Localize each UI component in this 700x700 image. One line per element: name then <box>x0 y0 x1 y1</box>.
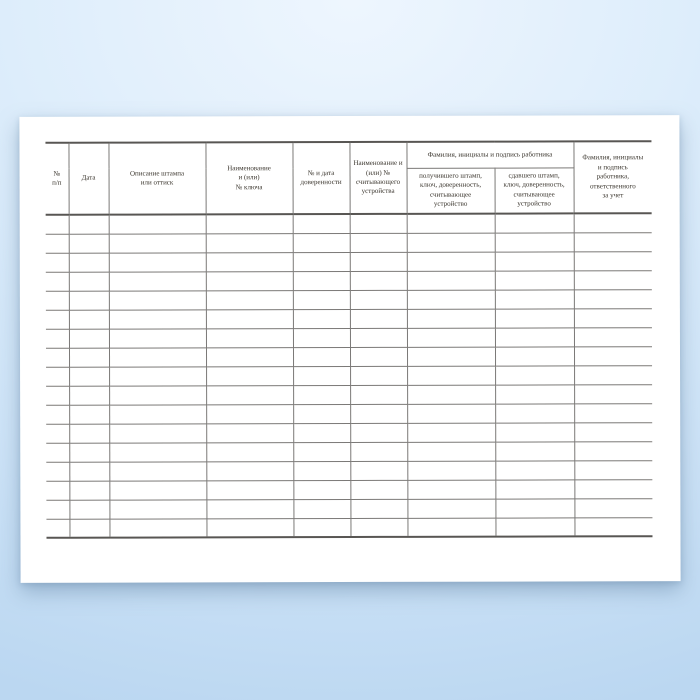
empty-cell <box>69 348 109 367</box>
empty-cell <box>407 252 495 271</box>
empty-cell <box>293 290 350 309</box>
empty-cell <box>46 310 69 329</box>
empty-cell <box>69 481 109 500</box>
empty-cell <box>206 271 293 290</box>
empty-cell <box>206 366 293 385</box>
empty-cell <box>109 404 206 423</box>
empty-cell <box>495 460 574 479</box>
table-row <box>46 251 652 272</box>
empty-cell <box>206 518 293 537</box>
table-row <box>46 327 652 348</box>
empty-cell <box>407 309 495 328</box>
table-row <box>46 384 652 405</box>
empty-cell <box>495 289 574 308</box>
empty-cell <box>109 214 206 233</box>
empty-cell <box>495 270 574 289</box>
table-row <box>46 346 652 367</box>
empty-cell <box>69 367 109 386</box>
empty-cell <box>69 272 109 291</box>
table-row <box>46 308 652 329</box>
empty-cell <box>574 403 652 422</box>
empty-cell <box>69 234 109 253</box>
empty-cell <box>407 423 495 442</box>
empty-cell <box>350 404 407 423</box>
col-header-reader-device: Наименование и (или) № считывающего устройства <box>349 142 406 214</box>
empty-cell <box>407 480 495 499</box>
empty-cell <box>407 214 495 233</box>
empty-cell <box>495 403 574 422</box>
empty-cell <box>206 328 293 347</box>
empty-cell <box>109 309 206 328</box>
empty-cell <box>46 481 69 500</box>
empty-cell <box>293 309 350 328</box>
empty-cell <box>69 310 109 329</box>
empty-cell <box>495 346 574 365</box>
empty-cell <box>293 347 350 366</box>
col-header-key-name: Наименование и (или) № ключа <box>205 142 292 214</box>
col-header-responsible-employee: Фамилия, инициалы и подпись работника, ответственного за учет <box>573 141 651 213</box>
empty-cell <box>350 233 407 252</box>
empty-cell <box>206 499 293 518</box>
empty-cell <box>407 328 495 347</box>
empty-cell <box>69 424 109 443</box>
empty-cell <box>350 461 407 480</box>
empty-cell <box>206 347 293 366</box>
empty-cell <box>574 365 652 384</box>
empty-cell <box>350 385 407 404</box>
table-row <box>46 479 652 500</box>
table-header <box>45 141 651 215</box>
empty-cell <box>109 347 206 366</box>
empty-cell <box>574 308 652 327</box>
empty-cell <box>574 251 652 270</box>
empty-cell <box>109 252 206 271</box>
empty-cell <box>495 422 574 441</box>
empty-cell <box>109 423 206 442</box>
empty-cell <box>206 423 293 442</box>
empty-cell <box>293 366 350 385</box>
empty-cell <box>69 462 109 481</box>
empty-cell <box>495 365 574 384</box>
empty-cell <box>46 367 69 386</box>
empty-cell <box>350 499 407 518</box>
empty-cell <box>495 384 574 403</box>
empty-cell <box>206 214 293 233</box>
empty-cell <box>495 517 574 536</box>
empty-cell <box>293 404 350 423</box>
col-header-employee-received: получившего штамп, ключ, доверенность, считывающее устройство <box>407 168 495 214</box>
empty-cell <box>350 347 407 366</box>
empty-cell <box>46 462 69 481</box>
journal-table <box>45 140 652 539</box>
empty-cell <box>293 442 350 461</box>
empty-cell <box>109 328 206 347</box>
empty-cell <box>293 480 350 499</box>
empty-cell <box>407 385 495 404</box>
col-header-employee-returned: сдавшего штамп, ключ, доверенность, считывающее устройство <box>495 167 574 213</box>
empty-cell <box>109 442 206 461</box>
empty-cell <box>206 252 293 271</box>
empty-cell <box>407 404 495 423</box>
table-row <box>46 441 652 462</box>
empty-cell <box>495 327 574 346</box>
empty-cell <box>46 386 69 405</box>
empty-cell <box>350 366 407 385</box>
empty-cell <box>46 215 69 234</box>
empty-cell <box>495 232 574 251</box>
empty-cell <box>293 233 350 252</box>
table-row <box>46 365 652 386</box>
empty-cell <box>350 252 407 271</box>
empty-cell <box>350 214 407 233</box>
col-header-poa-number-date: № и дата доверенности <box>292 142 349 214</box>
empty-cell <box>574 289 652 308</box>
empty-cell <box>69 386 109 405</box>
empty-cell <box>109 233 206 252</box>
empty-cell <box>206 404 293 423</box>
empty-cell <box>350 290 407 309</box>
empty-cell <box>206 480 293 499</box>
empty-cell <box>206 442 293 461</box>
empty-cell <box>46 348 69 367</box>
empty-cell <box>293 499 350 518</box>
empty-cell <box>574 517 652 536</box>
empty-cell <box>350 480 407 499</box>
empty-cell <box>407 290 495 309</box>
empty-cell <box>407 499 495 518</box>
empty-cell <box>109 518 206 537</box>
table-row <box>46 460 652 481</box>
empty-cell <box>293 518 350 537</box>
empty-cell <box>495 213 574 232</box>
empty-cell <box>407 233 495 252</box>
empty-cell <box>109 499 206 518</box>
table-row <box>46 289 652 310</box>
col-header-date: Дата <box>68 143 108 215</box>
empty-cell <box>574 460 652 479</box>
empty-cell <box>206 385 293 404</box>
empty-cell <box>46 519 69 538</box>
empty-cell <box>293 214 350 233</box>
empty-cell <box>46 234 69 253</box>
col-group-header-employee-name-signature: Фамилия, инициалы и подпись работника <box>406 141 573 167</box>
empty-cell <box>495 498 574 517</box>
table-row <box>46 403 652 424</box>
empty-cell <box>69 291 109 310</box>
empty-cell <box>109 366 206 385</box>
empty-cell <box>574 422 652 441</box>
empty-cell <box>407 518 495 537</box>
empty-cell <box>46 329 69 348</box>
empty-cell <box>574 270 652 289</box>
empty-cell <box>574 479 652 498</box>
empty-cell <box>109 290 206 309</box>
empty-cell <box>407 461 495 480</box>
empty-cell <box>46 405 69 424</box>
empty-cell <box>495 479 574 498</box>
empty-cell <box>46 424 69 443</box>
table-row <box>46 270 652 291</box>
empty-cell <box>69 519 109 538</box>
empty-cell <box>109 271 206 290</box>
empty-cell <box>574 441 652 460</box>
empty-cell <box>293 271 350 290</box>
empty-cell <box>46 443 69 462</box>
col-header-row-number: № п/п <box>45 143 68 215</box>
empty-cell <box>350 423 407 442</box>
empty-cell <box>495 441 574 460</box>
empty-cell <box>206 461 293 480</box>
table-row <box>46 517 652 538</box>
journal-page <box>19 115 680 583</box>
empty-cell <box>574 498 652 517</box>
empty-cell <box>293 252 350 271</box>
empty-cell <box>350 518 407 537</box>
empty-cell <box>69 215 109 234</box>
empty-cell <box>350 328 407 347</box>
empty-cell <box>574 346 652 365</box>
col-header-stamp-description: Описание штампа или оттиск <box>108 142 205 214</box>
empty-cell <box>574 327 652 346</box>
empty-cell <box>109 385 206 404</box>
empty-cell <box>350 271 407 290</box>
empty-cell <box>407 347 495 366</box>
empty-cell <box>69 253 109 272</box>
empty-cell <box>350 442 407 461</box>
empty-cell <box>495 251 574 270</box>
empty-cell <box>69 405 109 424</box>
empty-cell <box>46 291 69 310</box>
empty-cell <box>350 309 407 328</box>
empty-cell <box>206 233 293 252</box>
empty-cell <box>574 384 652 403</box>
empty-cell <box>574 232 652 251</box>
empty-cell <box>46 272 69 291</box>
empty-cell <box>46 253 69 272</box>
empty-cell <box>293 423 350 442</box>
empty-cell <box>206 290 293 309</box>
empty-cell <box>407 271 495 290</box>
empty-cell <box>109 480 206 499</box>
empty-cell <box>407 442 495 461</box>
empty-cell <box>69 329 109 348</box>
table-row <box>46 422 652 443</box>
empty-cell <box>293 385 350 404</box>
empty-cell <box>495 308 574 327</box>
empty-cell <box>574 213 652 232</box>
empty-cell <box>206 309 293 328</box>
empty-cell <box>293 461 350 480</box>
empty-cell <box>69 500 109 519</box>
empty-cell <box>109 461 206 480</box>
empty-cell <box>69 443 109 462</box>
table-row <box>46 498 652 519</box>
table-body <box>46 213 653 538</box>
table-row <box>46 232 652 253</box>
empty-cell <box>46 500 69 519</box>
empty-cell <box>293 328 350 347</box>
empty-cell <box>407 366 495 385</box>
table-row <box>46 213 652 234</box>
